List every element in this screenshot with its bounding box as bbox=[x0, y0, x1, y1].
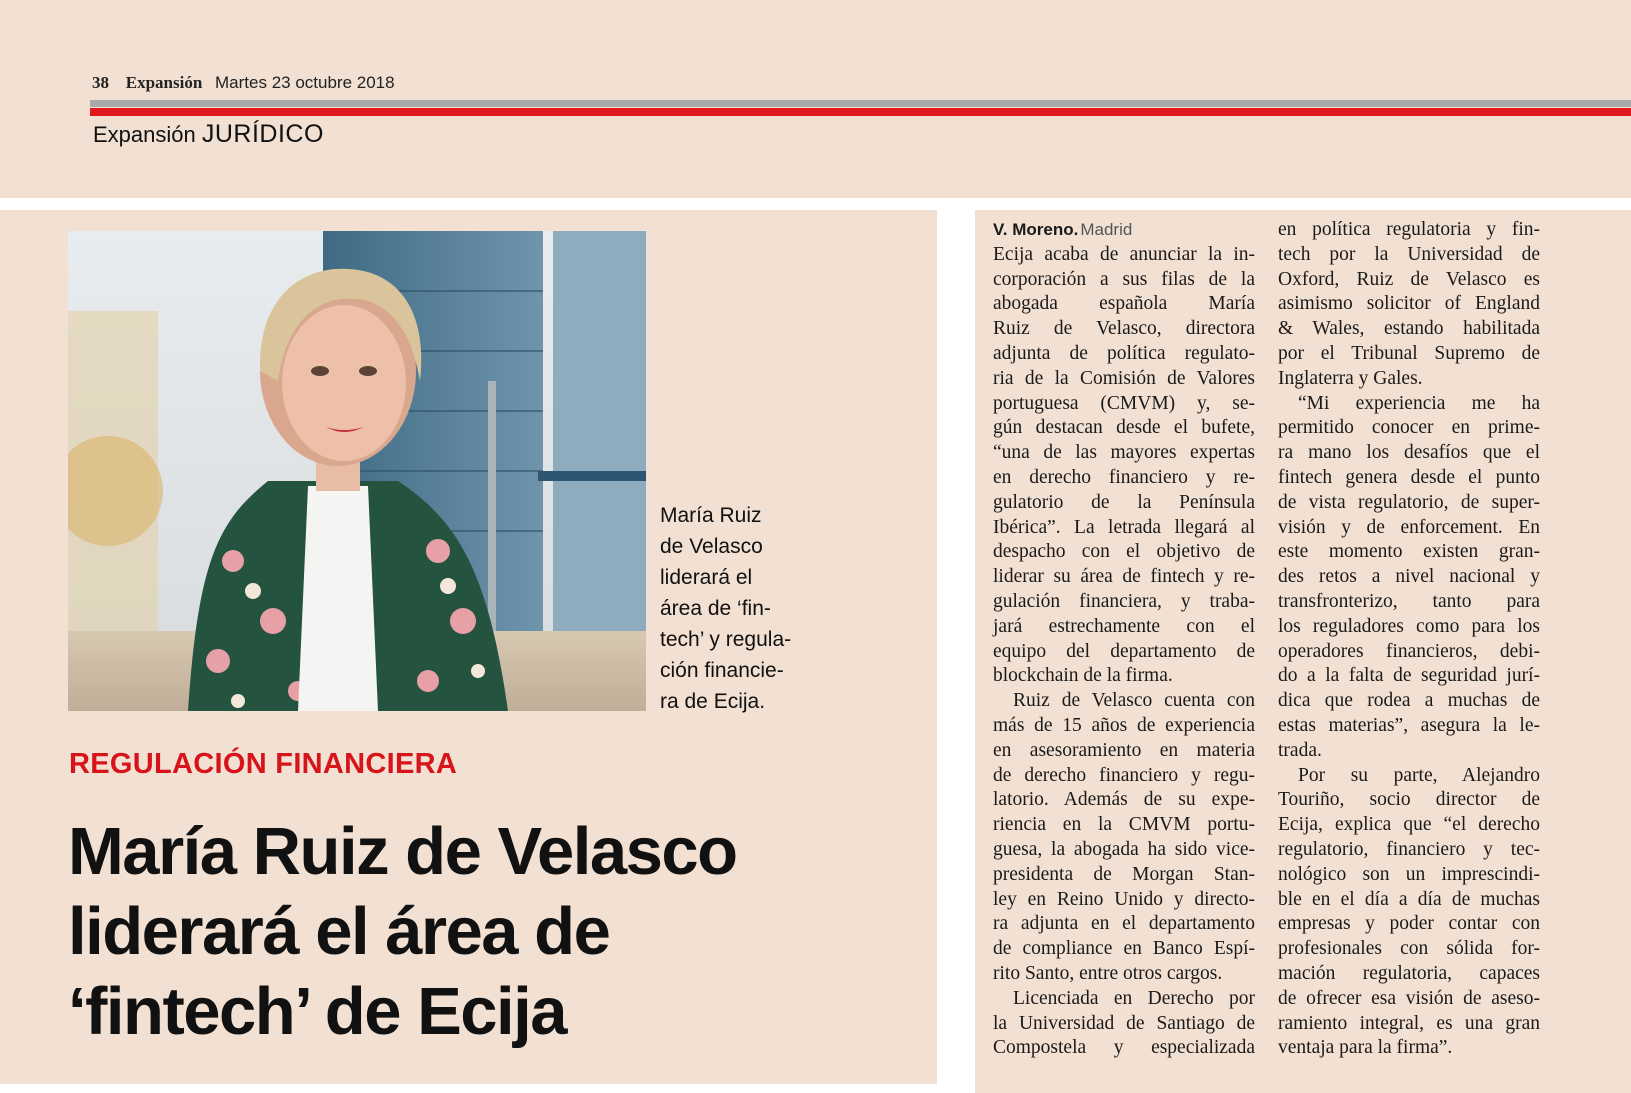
page-number: 38 bbox=[92, 73, 109, 92]
body-line: guesa, la abogada ha sido vice- bbox=[993, 838, 1255, 860]
body-line: asimismo solicitor of England bbox=[1278, 293, 1540, 315]
body-line: blockchain de la firma. bbox=[993, 665, 1173, 687]
body-line: empresas y poder contar con bbox=[1278, 913, 1540, 935]
section-brand: Expansión bbox=[93, 122, 196, 147]
body-line: de ofrecer esa visión de aseso- bbox=[1278, 987, 1540, 1009]
body-line: de vista regulatorio, de super- bbox=[1278, 491, 1540, 513]
page-header bbox=[0, 0, 1631, 198]
body-line: en derecho financiero y re- bbox=[993, 466, 1255, 488]
body-line: ra adjunta en el departamento bbox=[993, 913, 1255, 935]
body-line: liderar su área de fintech y re- bbox=[993, 566, 1255, 588]
body-line: regulatorio, financiero y tec- bbox=[1278, 838, 1540, 860]
body-line: ble en el día a día de muchas bbox=[1278, 888, 1540, 910]
body-line: Ecija, explica que “el derecho bbox=[1278, 814, 1540, 836]
body-line: abogada española María bbox=[993, 293, 1255, 315]
body-line: fintech genera desde el punto bbox=[1278, 466, 1540, 488]
body-line: Oxford, Ruiz de Velasco es bbox=[1278, 268, 1540, 290]
caption-line: área de ‘fin- bbox=[660, 597, 771, 620]
section-label bbox=[93, 120, 324, 149]
body-line: de derecho financiero y regu- bbox=[993, 764, 1255, 786]
body-column-1 bbox=[993, 218, 1255, 1061]
caption-line: María Ruiz bbox=[660, 504, 762, 527]
body-line: riencia en la CMVM portu- bbox=[993, 814, 1255, 836]
caption-line: de Velasco bbox=[660, 535, 763, 558]
body-line: do a la falta de seguridad jurí- bbox=[1278, 665, 1540, 687]
caption-line: tech’ y regula- bbox=[660, 628, 792, 651]
body-line: “Mi experiencia me ha bbox=[1298, 392, 1540, 414]
body-line: en asesoramiento en materia bbox=[993, 739, 1255, 761]
body-line: adjunta de política regulato- bbox=[993, 342, 1255, 364]
body-line: equipo del departamento de bbox=[993, 640, 1255, 662]
byline-city: Madrid bbox=[1080, 220, 1133, 239]
body-line: visión y de enforcement. En bbox=[1278, 516, 1540, 538]
byline bbox=[993, 218, 1255, 243]
photo-caption bbox=[660, 500, 820, 717]
body-line: operadores financieros, debi- bbox=[1278, 640, 1540, 662]
body-line: estas materias”, asegura la le- bbox=[1278, 714, 1540, 736]
body-line: ramiento integral, es una gran bbox=[1278, 1012, 1540, 1034]
body-line: gulatorio de la Península bbox=[993, 491, 1255, 513]
body-line: transfronterizo, tanto para bbox=[1278, 590, 1540, 612]
body-line: más de 15 años de experiencia bbox=[993, 714, 1255, 736]
body-line: Ibérica”. La letrada llegará al bbox=[993, 516, 1255, 538]
body-line: mación regulatoria, capaces bbox=[1278, 962, 1540, 984]
issue-date: Martes 23 octubre 2018 bbox=[215, 73, 395, 92]
body-line: Licenciada en Derecho por bbox=[1013, 987, 1255, 1009]
headline-line: liderará el área de bbox=[68, 894, 610, 969]
body-line: Ecija acaba de anunciar la in- bbox=[993, 243, 1255, 265]
caption-line: liderará el bbox=[660, 566, 753, 589]
byline-author: V. Moreno. bbox=[993, 220, 1079, 239]
body-line: corporación a sus filas de la bbox=[993, 268, 1255, 290]
masthead bbox=[92, 73, 395, 93]
body-line: este momento existen gran- bbox=[1278, 541, 1540, 563]
body-column-2 bbox=[1278, 218, 1540, 1061]
headline-line: María Ruiz de Velasco bbox=[68, 814, 737, 889]
section-name: JURÍDICO bbox=[201, 120, 324, 148]
body-line: presidenta de Morgan Stan- bbox=[993, 863, 1255, 885]
body-line: trada. bbox=[1278, 739, 1322, 761]
body-line: & Wales, estando habilitada bbox=[1278, 318, 1540, 340]
body-line: gún destacan desde el bufete, bbox=[993, 417, 1255, 439]
body-line: Compostela y especializada bbox=[993, 1037, 1255, 1059]
body-line: “una de las mayores expertas bbox=[993, 442, 1255, 464]
body-line: dica que rodea a muchas de bbox=[1278, 690, 1540, 712]
article-headline bbox=[68, 812, 737, 1052]
body-line: gulación financiera, y traba- bbox=[993, 590, 1255, 612]
article-kicker: REGULACIÓN FINANCIERA bbox=[69, 748, 458, 780]
body-line: profesionales con sólida for- bbox=[1278, 938, 1540, 960]
body-line: Inglaterra y Gales. bbox=[1278, 367, 1423, 389]
portrait-photo bbox=[68, 231, 646, 711]
body-line: latorio. Además de su expe- bbox=[993, 789, 1255, 811]
body-line: Ruiz de Velasco cuenta con bbox=[1013, 690, 1255, 712]
publication-name: Expansión bbox=[125, 73, 203, 92]
body-line: los reguladores como para los bbox=[1278, 615, 1540, 637]
body-line: rito Santo, entre otros cargos. bbox=[993, 962, 1223, 984]
body-line: ley en Reino Unido y directo- bbox=[993, 888, 1255, 910]
body-line: nológico son un imprescindi- bbox=[1278, 863, 1540, 885]
caption-line: ra de Ecija. bbox=[660, 690, 766, 713]
body-line: en política regulatoria y fin- bbox=[1278, 219, 1540, 240]
caption-line: ción financie- bbox=[660, 659, 784, 682]
body-line: Touriño, socio director de bbox=[1278, 789, 1540, 811]
body-line: des retos a nivel nacional y bbox=[1278, 566, 1540, 588]
body-line: ra mano los desafíos que el bbox=[1278, 442, 1540, 464]
header-rule-gray bbox=[90, 100, 1631, 107]
headline-line: ‘fintech’ de Ecija bbox=[68, 974, 567, 1049]
body-line: ventaja para la firma”. bbox=[1278, 1037, 1453, 1059]
body-line: por el Tribunal Supremo de bbox=[1278, 342, 1540, 364]
body-line: Por su parte, Alejandro bbox=[1298, 764, 1540, 786]
header-rule-red bbox=[90, 108, 1631, 116]
body-line: jará estrechamente con el bbox=[993, 615, 1255, 637]
body-line: tech por la Universidad de bbox=[1278, 243, 1540, 265]
body-line: Ruiz de Velasco, directora bbox=[993, 318, 1255, 340]
body-line: portuguesa (CMVM) y, se- bbox=[993, 392, 1255, 414]
body-line: de compliance en Banco Espí- bbox=[993, 938, 1255, 960]
body-line: la Universidad de Santiago de bbox=[993, 1012, 1255, 1034]
body-line: permitido conocer en prime- bbox=[1278, 417, 1540, 439]
body-line: ria de la Comisión de Valores bbox=[993, 367, 1255, 389]
body-line: despacho con el objetivo de bbox=[993, 541, 1255, 563]
